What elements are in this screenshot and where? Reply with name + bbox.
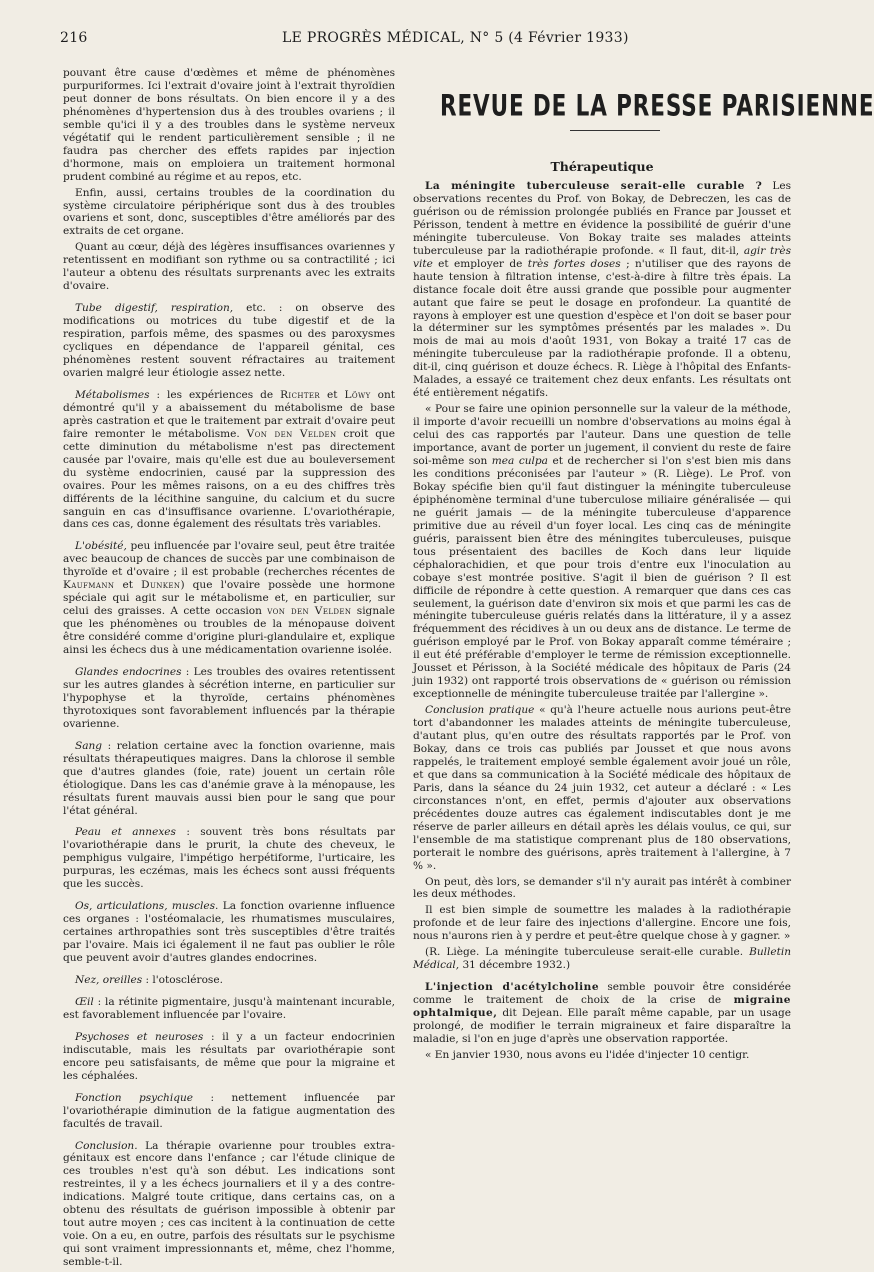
paragraph-label: Métabolismes	[75, 388, 150, 401]
paragraph-os: Os, articulations, muscles. La fonction ovarienne influence ces organes : l'ostéomalacie, les rhumatismes musculaires, certaines arthropathies sont très susceptibles d'être traités par l'ovaire. Mais ici également il ne faut pas oublier le rôle que peuvent avoir d'autres glandes endocrines.	[63, 900, 395, 965]
page-number: 216	[60, 30, 88, 46]
article-title: migraine ophtalmique,	[413, 994, 791, 1020]
paragraph-label: Sang	[75, 739, 103, 752]
article-reference: (R. Liège. La méningite tuberculeuse serait-elle curable. Bulletin Médical, 31 décembre 1932.)	[413, 946, 791, 972]
paragraph-metabolismes: Métabolismes : les expériences de Richter et Löwy ont démontré qu'il y a abaissement du métabolisme de base après castration et que le traitement par extrait d'ovaire peut faire remonter le métabolisme. Von den Velden croit que cette diminution du métabolisme n'est pas directement causée par l'ovaire, mais qu'elle est due au bouleversement du système endocrinien, causé par la suppression des ovaires. Pour les mêmes raisons, on a eu des chiffres très différents de la lécithine sanguine, du calcium et du sucre sanguin en cas d'insuffisance ovarienne. L'ovariothérapie, dans ces cas, donne également des résultats très variables.	[63, 388, 396, 531]
author-name: von den Velden	[267, 605, 352, 618]
running-title: LE PROGRÈS MÉDICAL, N° 5 (4 Février 1933)	[282, 30, 629, 46]
paragraph-psychoses: Psychoses et neuroses : il y a un facteur endocrinien indiscutable, mais les résultats par ovariothérapie sont encore peu satisfaisants, de même que pour la migraine et les céphalées.	[63, 1030, 395, 1082]
paragraph-label: Psychoses et neuroses	[75, 1030, 204, 1043]
paragraph-label: Conclusion pratique	[425, 704, 535, 717]
section-rule	[570, 130, 660, 131]
author-name: Dunken	[141, 579, 181, 592]
article-title: L'injection d'acétylcholine	[425, 981, 600, 994]
paragraph-label: Conclusion.	[75, 1139, 138, 1152]
subheading: Thérapeutique	[550, 159, 654, 174]
paragraph-obesite: L'obésité, peu influencée par l'ovaire seul, peut être traitée avec beaucoup de chances de succès par une combinaison de thyroïde et d'ovaire ; il est probable (recherches récentes de Kaufmann et Dunken) que l'ovaire possède une hormone spéciale qui agit sur le métabolisme et, en particulier, sur celui des graisses. A cette occasion von den Velden signale que les phénomènes ou troubles de la ménopause doivent être considéré comme d'origine pluri-glandulaire et, explique ainsi les échecs dus à une médicamentation ovarienne isolée.	[63, 540, 396, 657]
paragraph-conclusion: Conclusion. La thérapie ovarienne pour troubles extra-génitaux est encore dans l'enfance ; car l'étude clinique de ces troubles n'est qu'à son début. Les indications sont restreintes, il y a les échecs journaliers et il y a des contre-indications. Malgré toute critique, dans certains cas, on a obtenu des résultats de guérison impossible à obtenir par tout autre moyen ; ces cas incitent à la continuation de cette voie. On a eu, en outre, parfois des résultats sur le psychisme qui sont vraiment impressionnants et, même, chez l'homme, semble-t-il.	[63, 1139, 395, 1269]
paragraph-label: Tube digestif, respiration,	[75, 302, 234, 315]
author-name: Kaufmann	[63, 579, 115, 592]
paragraph: Enfin, aussi, certains troubles de la coordination du système circulatoire périphérique sont dus à des troubles ovariens et sont, donc, susceptibles d'être améliorés par des extraits de cet organe.	[63, 186, 395, 238]
article-meningite-intro: La méningite tuberculeuse serait-elle curable ? Les observations recentes du Prof. von Bokay, de Debreczen, les cas de guérison ou de rémission prolongée publiés en France par Jousset et Périsson, tendent à mettre en évidence la possibilité de guérir d'une méningite tuberculeuse. Von Bokay traite ses malades atteints tuberculeuse par la radiothérapie profonde. « Il faut, dit-il, agir très vite et employer de très fortes doses ; n'utiliser que des rayons de haute tension à filtration intense, c'est-à-dire à filtre très épais. La distance focale doit être aussi grande que possible pour augmenter autant que faire se peut le dosage en profondeur. La quantité de rayons à employer est une question d'espèce et l'on doit se baser pour la déterminer sur les symptômes présentés par les malades ». Du mois de mai au mois d'août 1931, von Bokay a traité 17 cas de méningite tuberculeuse par la radiothérapie profonde. Il a obtenu, dit-il, cinq guérison et douze échecs. R. Liège à l'hôpital des Enfants-Malades, a essayé ce traitement chez deux enfants. Les résultats ont été entièrement négatifs.	[413, 180, 792, 400]
paragraph-oeil: Œil : la rétinite pigmentaire, jusqu'à maintenant incurable, est favorablement influencée par l'ovaire.	[63, 995, 395, 1021]
author-name: Richter	[280, 388, 321, 401]
author-name: Von den Velden	[246, 427, 337, 440]
section-title: REVUE DE LA PRESSE PARISIENNE	[440, 90, 874, 124]
paragraph-fonction-psychique: Fonction psychique : nettement influencée par l'ovariothérapie diminution de la fatigue augmentation des facultés de travail.	[63, 1091, 395, 1130]
paragraph-sang: Sang : relation certaine avec la fonction ovarienne, mais résultats thérapeutiques maigres. Dans la chlorose il semble que d'autres glandes (foie, rate) jouent un certain rôle étiologique. Dans les cas d'anémie grave à la ménopause, les résultats furent mauvais aussi bien pour le sang que pour l'état général.	[63, 739, 395, 817]
paragraph-tube-digestif: Tube digestif, respiration, etc. : on observe des modifications ou motrices du tube digestif et de la respiration, parfois même, des spasmes ou des paroxysmes cycliques en dépendance de l'appareil génital, ces phénomènes restent souvent réfractaires au traitement ovarien malgré leur étiologie assez nette.	[63, 302, 395, 379]
left-column	[63, 67, 395, 1272]
article-acetylcholine-intro: L'injection d'acétylcholine semble pouvoir être considérée comme le traitement de choix de la crise de migraine ophtalmique, dit Dejean. Elle paraît même capable, par un usage prolongé, de modifier le terrain migraineux et faire disparaître la maladie, si l'on en juge d'après une observation rapportée.	[413, 981, 791, 1045]
paragraph: On peut, dès lors, se demander s'il n'y aurait pas intérêt à combiner les deux méthodes.	[413, 875, 791, 901]
paragraph-label: Œil	[75, 995, 94, 1008]
paragraph-nez: Nez, oreilles : l'otosclérose.	[75, 974, 223, 986]
paragraph: « En janvier 1930, nous avons eu l'idée d'injecter 10 centigr.	[425, 1048, 750, 1061]
author-name: Löwy	[344, 388, 371, 401]
paragraph-label: Peau et annexes	[75, 826, 176, 839]
paragraph: Il est bien simple de soumettre les malades à la radiothérapie profonde et de leur faire des injections d'allergine. Encore une fois, nous n'aurons rien à y perdre et peut-être quelque chose à y gagner. »	[413, 904, 791, 943]
paragraph-peau: Peau et annexes : souvent très bons résultats par l'ovariothérapie dans le prurit, la chute des cheveux, le pemphigus vulgaire, l'impétigo herpétiforme, l'urticaire, les purpuras, les eczémas, mais les échecs sont aussi fréquents que les succès.	[63, 826, 395, 891]
paragraph-label: Nez, oreilles	[75, 974, 143, 986]
paragraph: « Pour se faire une opinion personnelle sur la valeur de la méthode, il importe d'avoir recueilli un nombre d'observations au moins égal à celui des cas rapportés par l'auteur. Dans une question de telle importance, avant de porter un jugement, il convient du reste de faire soi-même son mea culpa et de rechercher si l'on s'est bien mis dans les conditions préconisées par l'auteur » (R. Liège). Le Prof. von Bokay spécifie bien qu'il faut distinguer la méningite tuberculeuse épiphénomène terminal d'une tuberculose miliaire généralisée — qui ne guérit jamais — de la méningite tuberculeuse d'apparence primitive due au réveil d'un foyer local. Les cinq cas de méningite guéris, paraissent bien être des méningites tuberculeuses, puisque tous présentaient des bacilles de Koch dans leur liquide céphalorachidien, et que pour trois d'entre eux l'inoculation au cobaye s'est montrée positive. S'agit il bien de guérison ? Il est difficile de répondre à cette question. A remarquer que dans ces cas seulement, la guérison date d'environ six mois et que parmi les cas de méningite tuberculeuse guéris relatés dans la littérature, il y a assez fréquemment des récidives à un ou deux ans de distance. Le terme de guérison employé par le Prof. von Bokay apparaît comme téméraire ; il eut été préférable d'employer le terme de rémission exceptionnelle. Jousset et Périsson, à la Société médicale des hôpitaux de Paris (24 juin 1932) ont rapporté trois observations de « guérison ou rémission exceptionnelle de méningite tuberculeuse traitée par l'allergine ».	[413, 403, 791, 701]
paragraph-label: L'obésité,	[75, 540, 127, 553]
paragraph-glandes: Glandes endocrines : Les troubles des ovaires retentissent sur les autres glandes à sécrétion interne, en particulier sur l'hypophyse et la thyroïde, certains phénomènes thyrotoxiques sont favorablement influencés par la thérapie ovarienne.	[63, 665, 395, 730]
paragraph-conclusion-pratique: Conclusion pratique « qu'à l'heure actuelle nous aurions peut-être tort d'abandonner les malades atteints de méningite tuberculeuse, d'autant plus, qu'en outre des résultats rapportés par le Prof. von Bokay, dans ce trois cas publiés par Jousset et que nous avons rappelés, le traitement employé semble également avoir joué un rôle, et que dans sa communication à la Société médicale des hôpitaux de Paris, dans la séance du 24 juin 1932, cet auteur a déclaré : « Les circonstances n'ont, en effet, permis d'ajouter aux observations précédentes douze autres cas également indiscutables dont je me réserve de parler ailleurs en détail après les délais voulus, ce qui, sur l'ensemble de ma statistique comprenant plus de 180 observations, porterait le nombre des guérisons, après traitement à l'allergine, à 7 % ».	[413, 704, 791, 872]
paragraph-label: Os, articulations, muscles.	[75, 900, 219, 913]
paragraph: pouvant être cause d'œdèmes et même de phénomènes purpuriformes. Ici l'extrait d'ovaire joint à l'extrait thyroïdien peut donner de bons résultats. On bien encore il y a des phénomènes d'hypertension dus à des troubles ovariens ; il semble qu'ici il y a des troubles dans le système nerveux végétatif qui le rendent particulièrement sensible ; il ne faudra pas chercher des effets rapides par injection d'hormone, mais on emploiera un traitement hormonal prudent combiné au régime et au repos, etc.	[63, 67, 395, 183]
paragraph-label: Fonction psychique	[75, 1091, 193, 1104]
paragraph: Quant au cœur, déjà des légères insuffisances ovariennes y retentissent en modifiant son rythme ou sa contractilité ; ici l'auteur a obtenu des résultats surprenants avec les extraits d'ovaire.	[63, 241, 395, 293]
paragraph-label: Glandes endocrines	[75, 665, 182, 678]
right-column	[413, 180, 791, 1065]
article-title: La méningite tuberculeuse serait-elle curable ?	[425, 180, 763, 192]
